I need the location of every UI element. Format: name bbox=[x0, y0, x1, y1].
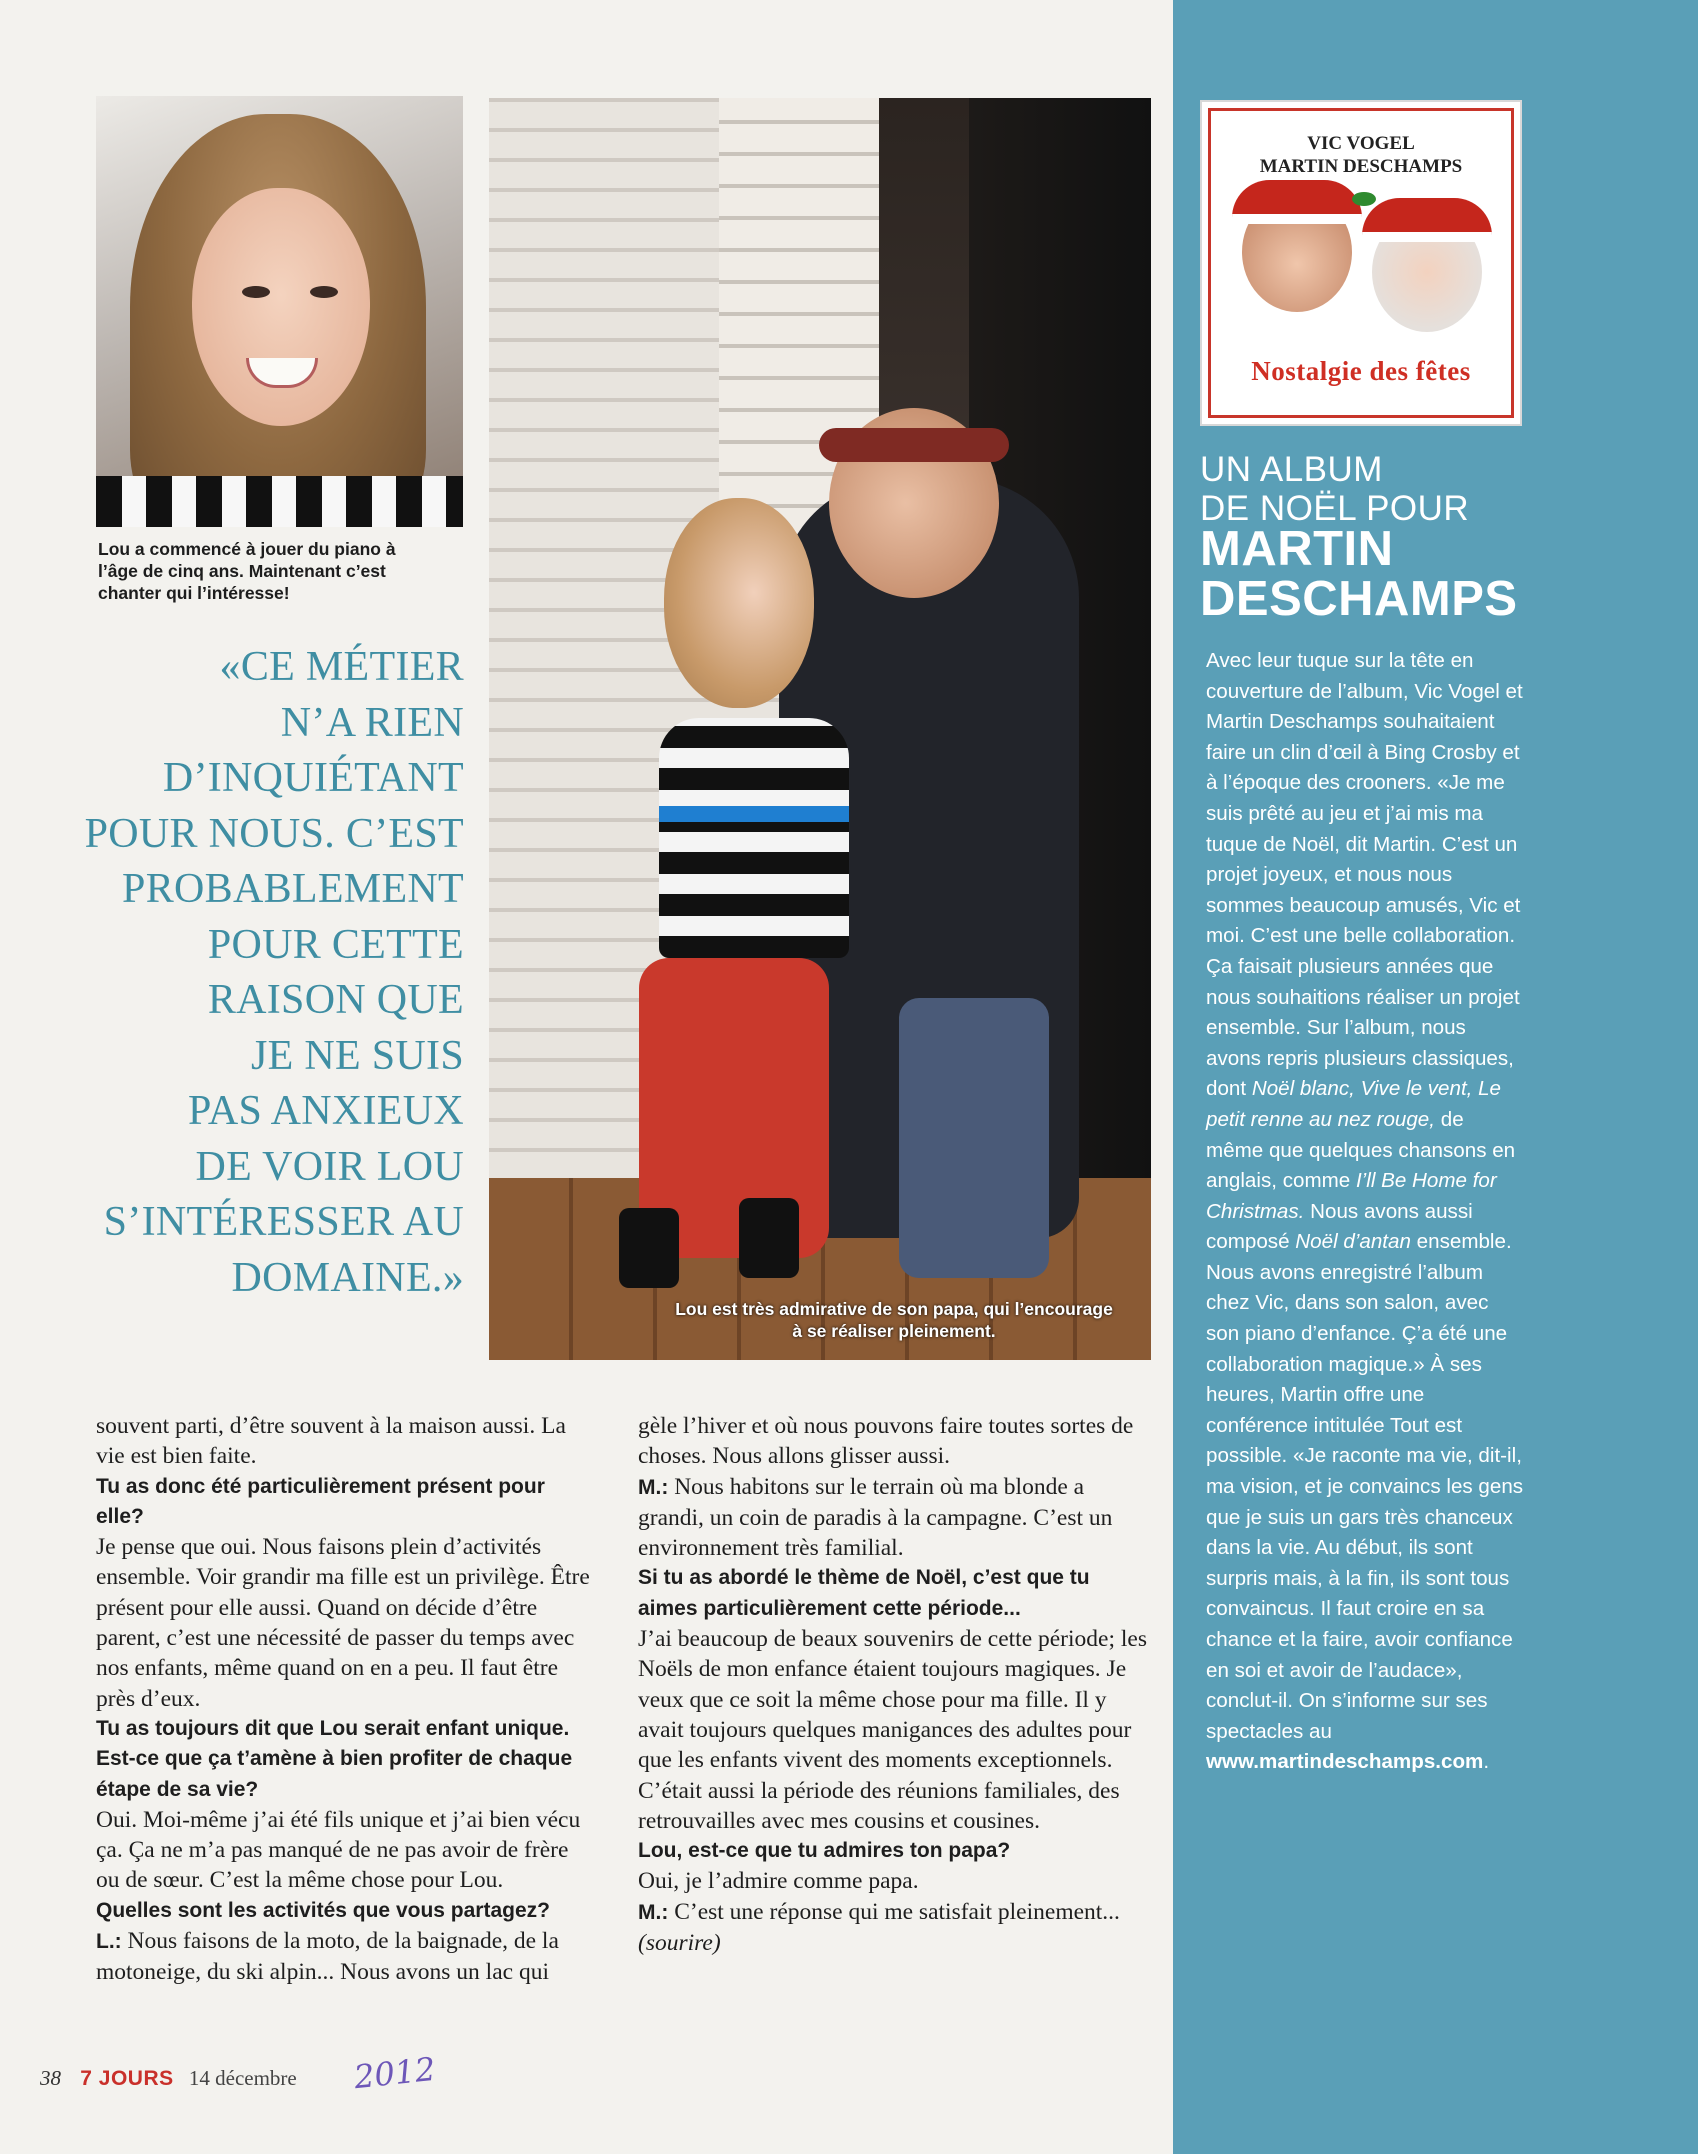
interview-answer: Oui. Moi-même j’ai été fils unique et j’ai bien vécu ça. Ça ne m’a pas manqué de ne pas avoir de frère ou de sœur. C’est la même chose pour Lou. bbox=[96, 1806, 581, 1894]
answer-text: Nous habitons sur le terrain où ma blonde a grandi, un coin de paradis à la campagne. C’est un environnement très familial. bbox=[638, 1473, 1113, 1562]
pull-quote-line: D’INQUIÉTANT bbox=[162, 755, 464, 801]
pull-quote-line: DE VOIR LOU bbox=[195, 1143, 464, 1190]
interview-answer bbox=[638, 1472, 1148, 1564]
handwritten-year: 2012 bbox=[352, 2049, 438, 2097]
album-cover bbox=[1200, 100, 1522, 426]
pull-quote-line: PAS ANXIEUX bbox=[188, 1088, 464, 1134]
pull-quote-line: DOMAINE.» bbox=[231, 1254, 464, 1301]
page-number: 38 bbox=[40, 2066, 61, 2090]
issue-date: 14 décembre bbox=[188, 2066, 297, 2090]
holly-icon bbox=[1352, 192, 1376, 206]
pull-quote-line: «CE MÉTIER bbox=[219, 644, 464, 690]
body-paragraph: souvent parti, d’être souvent à la maison aussi. La vie est bien faite. bbox=[96, 1413, 566, 1470]
interview-answer bbox=[638, 1897, 1148, 1959]
album-artist: MARTIN DESCHAMPS bbox=[1259, 156, 1463, 177]
stage-direction: (sourire) bbox=[638, 1930, 721, 1957]
pull-quote bbox=[74, 640, 464, 1306]
sidebar-text: de même que quelques chansons en anglais, comme bbox=[1206, 1107, 1516, 1193]
sidebar-text: Avec leur tuque sur la tête en couverture de l’album, Vic Vogel et Martin Deschamps souhaitaient faire un clin d’œil à Bing Crosby et à l’époque des crooners. «Je me suis prêté au jeu et j’ai mis ma tuque de Noël, dit Martin. C’est un projet joyeux, et nous nous sommes beaucoup amusés, Vic et moi. C’est une belle collaboration. Ça faisait plusieurs années que nous souhaitions réaliser un projet ensemble. Sur l’album, nous avons repris plusieurs classiques, dont bbox=[1206, 649, 1523, 1101]
sidebar-body bbox=[1206, 646, 1524, 1778]
pull-quote-line: POUR CETTE bbox=[207, 921, 464, 968]
father-daughter-photo bbox=[489, 98, 1151, 1360]
headline-line: MARTIN bbox=[1200, 522, 1394, 576]
website-link[interactable]: www.martindeschamps.com bbox=[1206, 1750, 1484, 1774]
interview-column-left bbox=[96, 1411, 596, 1988]
album-artists bbox=[1212, 132, 1510, 178]
album-artist: VIC VOGEL bbox=[1307, 133, 1415, 154]
page-folio bbox=[40, 2066, 297, 2091]
pull-quote-line: S’INTÉRESSER AU bbox=[103, 1199, 464, 1245]
sidebar-text: Nous avons aussi composé bbox=[1206, 1199, 1473, 1254]
answer-text: C’est une réponse qui me satisfait pleinement... bbox=[674, 1898, 1120, 1925]
interview-answer bbox=[96, 1926, 596, 1988]
father-daughter-caption: Lou est très admirative de son papa, qui l’encourage à se réaliser pleinement. bbox=[675, 1299, 1113, 1341]
interview-question: Tu as donc été particulièrement présent pour elle? bbox=[96, 1474, 545, 1528]
interview-question: Tu as toujours dit que Lou serait enfant unique. Est-ce que ça t’amène à bien profiter de chaque étape de sa vie? bbox=[96, 1716, 573, 1801]
song-title: I’ll Be Home for Christmas. bbox=[1206, 1169, 1497, 1223]
sidebar-kicker bbox=[1200, 450, 1540, 528]
album-title: Nostalgie des fêtes bbox=[1251, 356, 1471, 386]
magazine-name: 7 JOURS bbox=[80, 2067, 174, 2090]
interview-question: Lou, est-ce que tu admires ton papa? bbox=[638, 1839, 1011, 1863]
answer-text: Nous faisons de la moto, de la baignade, de la motoneige, du ski alpin... Nous avons un lac qui bbox=[96, 1928, 559, 1986]
headline-line: DESCHAMPS bbox=[1200, 572, 1518, 626]
girl-photo-caption: Lou a commencé à jouer du piano à l’âge de cinq ans. Maintenant c’est chanter qui l’intéresse! bbox=[98, 539, 396, 603]
speaker-label: L.: bbox=[96, 1930, 122, 1954]
interview-column-middle bbox=[638, 1411, 1148, 1958]
kicker-line: DE NOËL POUR bbox=[1200, 489, 1470, 528]
speaker-label: M.: bbox=[638, 1900, 669, 1924]
kicker-line: UN ALBUM bbox=[1200, 450, 1383, 489]
body-paragraph: gèle l’hiver et où nous pouvons faire toutes sortes de choses. Nous allons glisser aussi. bbox=[638, 1413, 1134, 1470]
sidebar-headline bbox=[1200, 524, 1540, 624]
pull-quote-line: POUR NOUS. C’EST bbox=[84, 810, 464, 857]
interview-answer: Je pense que oui. Nous faisons plein d’activités ensemble. Voir grandir ma fille est un privilège. Être présent pour elle aussi. Quand on décide d’être parent, c’est une nécessité de passer du temps avec nos enfants, même quand on en a peu. Il faut être près d’eux. bbox=[96, 1534, 590, 1712]
speaker-label: M.: bbox=[638, 1475, 669, 1499]
interview-answer: J’ai beaucoup de beaux souvenirs de cette période; les Noëls de mon enfance étaient toujours magiques. Je veux que ce soit la même chose pour ma fille. Il y avait toujours quelques manigances des adultes pour que les enfants vivent des moments exceptionnels. C’était aussi la période des réunions familiales, des retrouvailles avec mes cousins et cousines. bbox=[638, 1626, 1147, 1834]
interview-answer: Oui, je l’admire comme papa. bbox=[638, 1868, 919, 1895]
sidebar-text: ensemble. Nous avons enregistré l’album chez Vic, dans son salon, avec son piano d’enfance. Ç’a été une collaboration magique.» À ses heures, Martin offre une conférence intitulée Tout est possible. «Je raconte ma vie, dit-il, ma vision, et je convaincs les gens que je suis un gars très chanceux dans la vie. Au début, ils sont surpris mais, à la fin, ils sont tous convaincus. Il faut croire en sa chance et la faire, avoir confiance en soi et avoir de l’audace», conclut-il. On s’informe sur ses spectacles au bbox=[1206, 1230, 1524, 1743]
song-title: Noël d’antan bbox=[1295, 1230, 1411, 1254]
song-titles: Noël blanc, Vive le vent, Le petit renne au nez rouge, bbox=[1206, 1077, 1502, 1131]
pull-quote-line: N’A RIEN bbox=[280, 699, 464, 746]
sidebar-text: . bbox=[1483, 1750, 1490, 1774]
interview-question: Si tu as abordé le thème de Noël, c’est que tu aimes particulièrement cette période... bbox=[638, 1566, 1090, 1620]
girl-portrait-photo bbox=[96, 96, 463, 527]
interview-question: Quelles sont les activités que vous partagez? bbox=[96, 1898, 550, 1922]
pull-quote-line: JE NE SUIS bbox=[250, 1032, 464, 1079]
pull-quote-line: RAISON QUE bbox=[207, 977, 464, 1023]
pull-quote-line: PROBABLEMENT bbox=[122, 866, 464, 912]
